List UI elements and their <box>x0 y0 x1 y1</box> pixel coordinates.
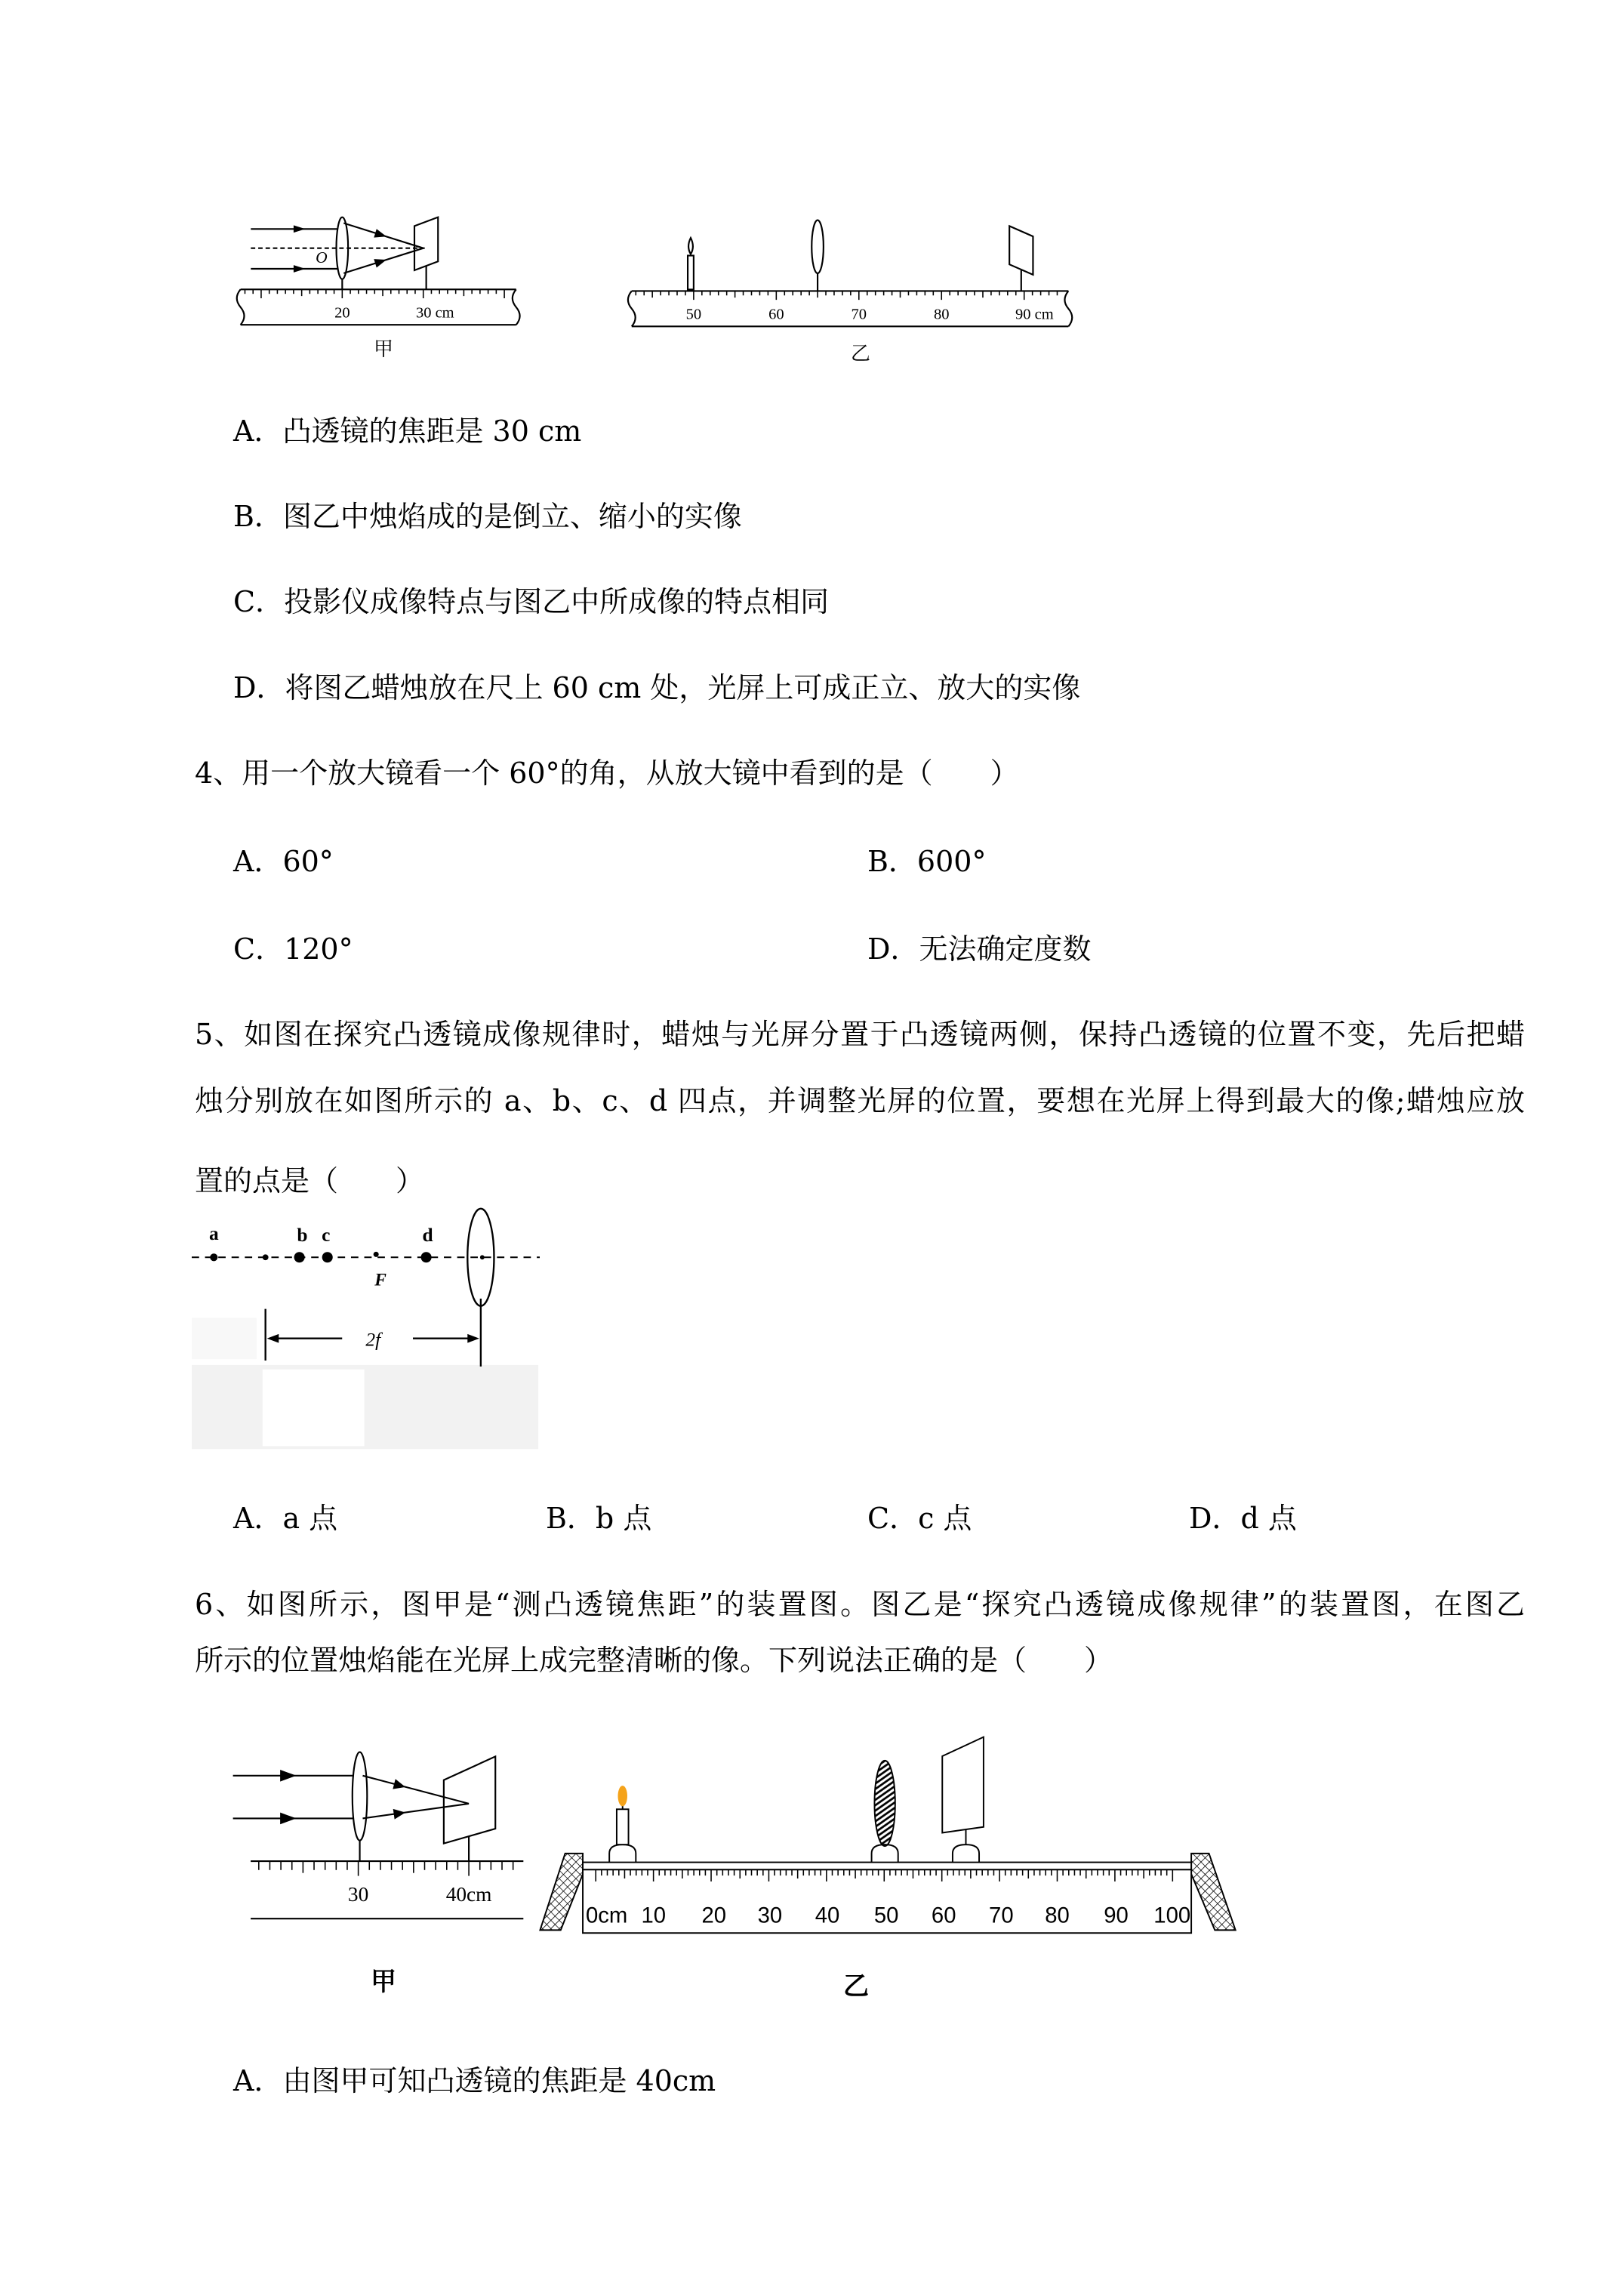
q3-option-d: D．将图乙蜡烛放在尺上 60 cm 处，光屏上可成正立、放大的实像 <box>233 671 1081 704</box>
figure-caption-jia: 甲 <box>371 1967 396 1997</box>
tick-label: 70 <box>989 1903 1014 1928</box>
ruler-body <box>237 289 520 325</box>
tick-label: 60 <box>931 1903 956 1928</box>
tick-label: 80 <box>1045 1903 1070 1928</box>
q3-option-b: B．图乙中烛焰成的是倒立、缩小的实像 <box>233 500 742 533</box>
bench-left-leg <box>540 1854 583 1930</box>
ruler-ticks <box>245 289 504 298</box>
point-a <box>210 1253 217 1261</box>
tick-label: 40cm <box>445 1882 492 1906</box>
tick-label: 0cm <box>585 1903 628 1928</box>
ray-arrow-icon <box>374 259 387 267</box>
q6-figure-yi <box>534 1727 1245 1940</box>
tick-label: 100 <box>1153 1903 1191 1928</box>
convex-lens <box>874 1761 895 1846</box>
tick-label: 30 <box>757 1903 783 1928</box>
focus-label: F <box>374 1270 387 1290</box>
refracted-ray-upper <box>362 1776 469 1804</box>
tick-label: 60 <box>768 306 784 323</box>
convex-lens <box>353 1752 368 1841</box>
point-label-a: a <box>208 1222 219 1244</box>
focus-point <box>374 1252 379 1257</box>
tick-label: 90 cm <box>1015 306 1054 323</box>
scan-artifact-smudge <box>192 1318 257 1359</box>
ray-arrow-icon <box>294 225 306 233</box>
light-screen <box>942 1737 984 1833</box>
tick-label: 50 <box>873 1903 899 1928</box>
candle-holder <box>609 1845 636 1862</box>
q4-option-c: C．120° <box>233 932 353 966</box>
point-label-b: b <box>297 1224 308 1246</box>
figure-caption-yi: 乙 <box>843 1971 869 2002</box>
q5-option-d: D．d 点 <box>1189 1502 1297 1535</box>
tick-label: 30 <box>347 1882 369 1906</box>
point-d <box>421 1252 432 1262</box>
ray-arrow-icon <box>294 265 306 273</box>
q4-option-b: B．600° <box>867 845 987 878</box>
scan-artifact-patch <box>263 1370 365 1447</box>
tick-label: 90 <box>1104 1903 1129 1928</box>
tick-label: 20 <box>334 304 350 322</box>
ray-arrow-icon <box>393 1809 405 1820</box>
light-screen <box>444 1756 495 1843</box>
lens-center <box>480 1255 485 1259</box>
screen-holder <box>953 1845 979 1862</box>
q6-stem-line: 6、如图所示，图甲是“测凸透镜焦距”的装置图。图乙是“探究凸透镜成像规律”的装置图，在图乙 <box>195 1588 1525 1621</box>
light-screen <box>414 217 438 270</box>
q5-figure <box>189 1203 543 1456</box>
candle <box>688 256 694 290</box>
point-b <box>294 1252 305 1262</box>
q5-stem-line: 5、如图在探究凸透镜成像规律时，蜡烛与光屏分置于凸透镜两侧，保持凸透镜的位置不变，先后把蜡 <box>195 1018 1525 1051</box>
ruler-ticks <box>259 1861 513 1876</box>
q3-option-c: C．投影仪成像特点与图乙中所成像的特点相同 <box>233 585 830 618</box>
dimension-arrow-right-icon <box>467 1334 479 1343</box>
tick-label: 70 <box>851 306 867 323</box>
tick-label: 50 <box>685 306 702 323</box>
candle-flame <box>688 238 693 254</box>
light-screen <box>1009 226 1033 275</box>
q5-option-b: B．b 点 <box>546 1502 652 1535</box>
q6-stem-line: 所示的位置烛焰能在光屏上成完整清晰的像。下列说法正确的是（ ） <box>195 1644 1113 1677</box>
tick-label: 40 <box>815 1903 840 1928</box>
ray-arrow-icon <box>393 1779 405 1789</box>
q3-option-a: A．凸透镜的焦距是 30 cm <box>233 415 582 448</box>
ray-arrow-icon <box>374 229 387 237</box>
tick-label: 20 <box>701 1903 727 1928</box>
q4-option-d: D．无法确定度数 <box>867 932 1092 966</box>
figure-caption-yi: 乙 <box>850 343 871 365</box>
q6-option-a: A．由图甲可知凸透镜的焦距是 40cm <box>233 2064 716 2097</box>
tick-label: 80 <box>933 306 950 323</box>
candle-flame <box>617 1786 627 1806</box>
lens-center-label: O <box>316 248 328 267</box>
convex-lens <box>812 220 824 273</box>
candle <box>617 1809 629 1845</box>
bench-rail <box>583 1863 1191 1870</box>
q6-figure-jia <box>221 1730 534 1934</box>
point-c <box>322 1252 333 1262</box>
q5-option-c: C．c 点 <box>867 1502 972 1535</box>
lens-holder <box>872 1845 898 1862</box>
bench-right-leg <box>1191 1854 1236 1930</box>
ray-arrow-icon <box>280 1813 296 1825</box>
tick-label: 10 <box>641 1903 667 1928</box>
point-2f-mark <box>263 1254 269 1260</box>
point-label-c: c <box>322 1224 331 1246</box>
ruler-ticks <box>636 291 1057 300</box>
figure-caption-jia: 甲 <box>373 338 394 361</box>
point-label-d: d <box>422 1224 433 1246</box>
q5-stem-line: 烛分别放在如图所示的 a、b、c、d 四点，并调整光屏的位置，要想在光屏上得到最大的像;蜡烛应放 <box>195 1084 1525 1117</box>
distance-label: 2f <box>365 1329 381 1351</box>
scan-artifact-band <box>192 1365 538 1449</box>
q5-stem-line: 置的点是（ ） <box>195 1164 425 1197</box>
q5-option-a: A．a 点 <box>233 1502 338 1535</box>
q4-option-a: A．60° <box>233 845 334 878</box>
tick-label: 30 cm <box>415 304 454 322</box>
refracted-ray-lower <box>362 1804 469 1819</box>
ray-arrow-icon <box>280 1770 296 1782</box>
q4-stem: 4、用一个放大镜看一个 60°的角，从放大镜中看到的是（ ） <box>195 757 1019 790</box>
dimension-arrow-left-icon <box>267 1334 279 1343</box>
